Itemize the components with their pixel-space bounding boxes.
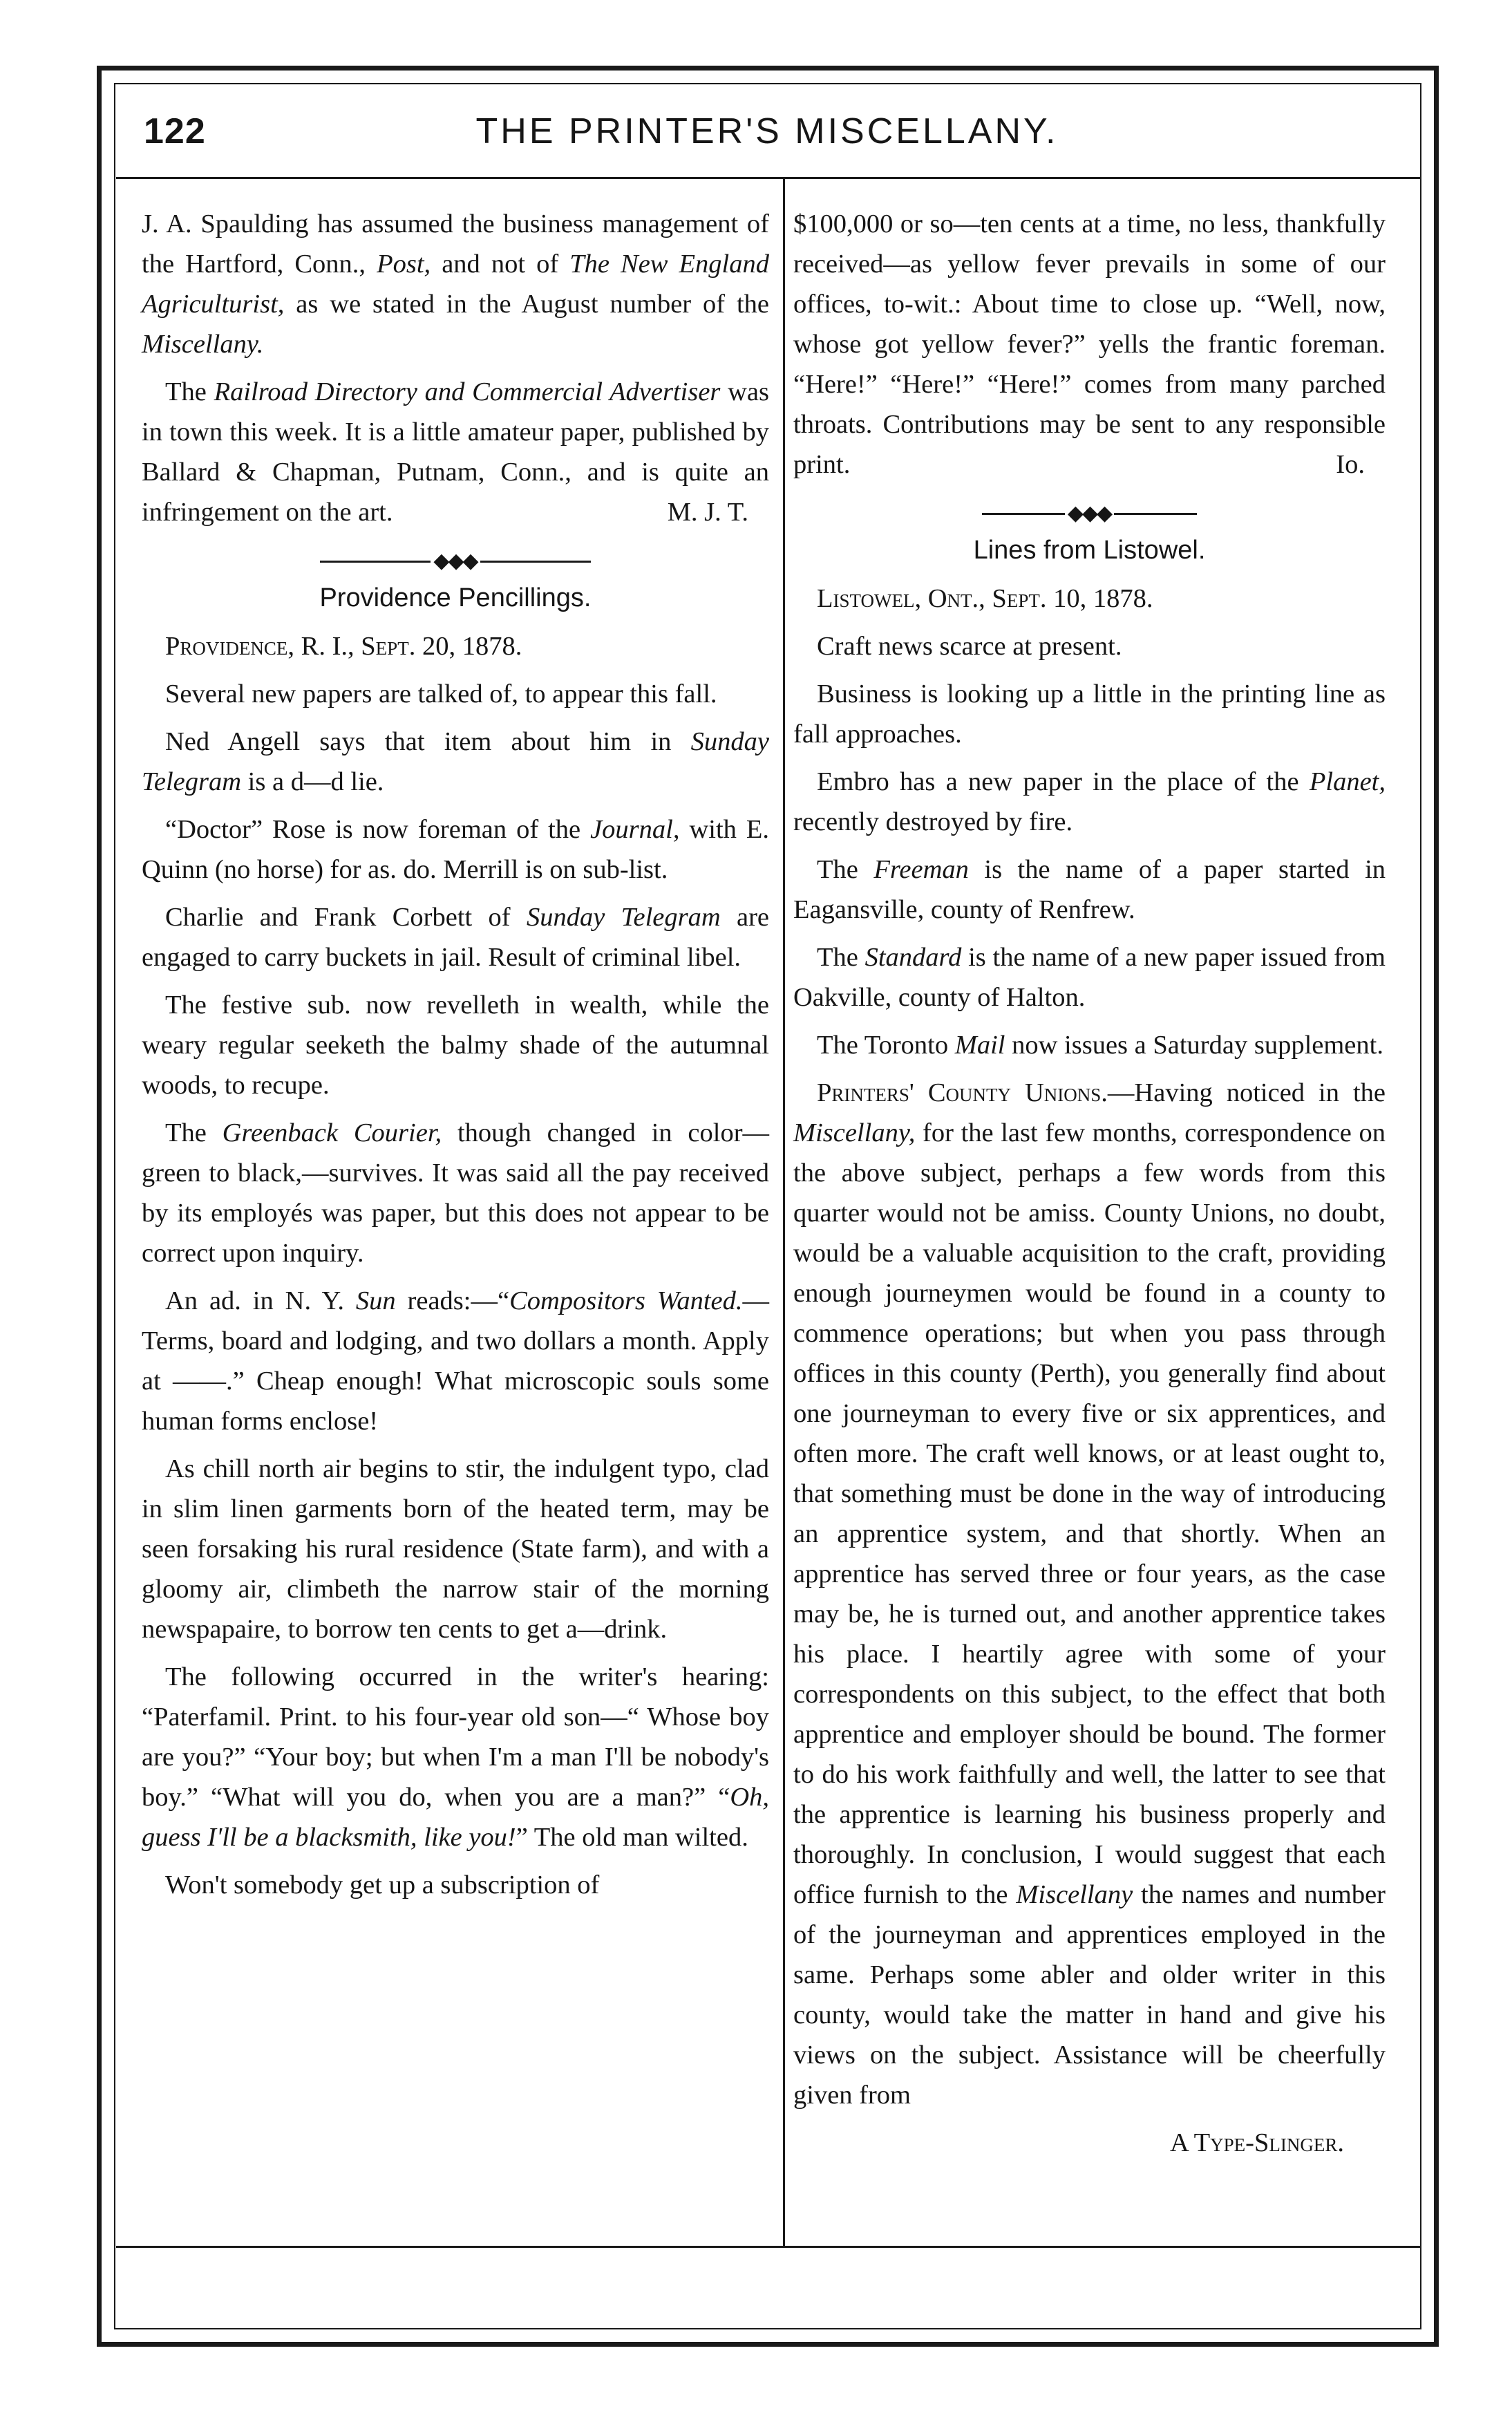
- paragraph: J. A. Spaulding has assumed the business management of the Hartford, Conn., Post, and not of The New England Agriculturist, as we stated in the August number of the Miscellany.: [142, 209, 769, 359]
- section-divider: ◆◆◆: [142, 546, 769, 575]
- journal-title: THE PRINTER'S MISCELLANY.: [475, 111, 1059, 151]
- paragraph: Craft news scarce at present.: [817, 632, 1122, 662]
- paragraph: The Standard is the name of a new paper issued from Oakville, county of Halton.: [793, 943, 1386, 1013]
- paragraph: Ned Angell says that item about him in Sunday Telegram is a d—d lie.: [142, 727, 769, 797]
- paragraph: Charlie and Frank Corbett of Sunday Telegram are engaged to carry buckets in jail. Result of criminal libel.: [142, 903, 770, 973]
- paragraph: Embro has a new paper in the place of the Planet, recently destroyed by fire.: [793, 767, 1386, 837]
- dateline: Providence, R. I., Sept. 20, 1878.: [165, 632, 522, 662]
- left-column: [142, 204, 769, 1913]
- page-number: 122: [144, 111, 206, 151]
- signature: M. J. T.: [667, 498, 748, 527]
- paragraph: Printers' County Unions.—Having noticed in the Miscellany, for the last few months, correspondence on the above subject, perhaps a few words from this quarter would not be amiss. County Unions, no doubt, would be a valuable acquisition to the craft, providing enough journeymen would be found in a county to commence operations; but when you pass through offices in this county (Perth), you generally find about one journeyman to every five or six apprentices, and often more. The craft well knows, or at least ought to, that something must be done in the way of introducing an apprentice system, and that shortly. When an apprentice has served three or four years, as the case may be, he is turned out, and another apprentice takes his place. I heartily agree with some of your correspondents on this subject, to the effect that both apprentice and employer should be bound. The former to do his work faithfully and well, the latter to see that the apprentice is learning his business properly and thoroughly. In conclusion, I would suggest that each office furnish to the Miscellany the names and number of the journeyman and apprentices employed in the same. Perhaps some abler and older writer in this county, would take the matter in hand and give his views on the subject. Assistance will be cheerfully given from: [793, 1078, 1386, 2110]
- paragraph: The following occurred in the writer's hearing: “Paterfamil. Print. to his four-year old son—“ Whose boy are you?” “Your boy; but when I'm a man I'll be nobody's boy.” “What will you do, when you are a man?” “Oh, guess I'll be a blacksmith, like you!” The old man wilted.: [142, 1662, 769, 1852]
- dateline: Listowel, Ont., Sept. 10, 1878.: [817, 584, 1153, 614]
- section-title: Lines from Listowel.: [973, 536, 1206, 565]
- paragraph: As chill north air begins to stir, the indulgent typo, clad in slim linen garments born of the heated term, may be seen forsaking his rural residence (State farm), and with a gloomy air, climbeth the narrow stair of the morning newspapaire, to borrow ten cents to get a—drink.: [142, 1454, 769, 1644]
- section-divider: ◆◆◆: [793, 498, 1386, 527]
- paragraph: The Greenback Courier, though changed in color—green to black,—survives. It was said all the pay received by its employés was paper, but this does not appear to be correct upon inquiry.: [142, 1118, 770, 1268]
- paragraph: Won't somebody get up a subscription of: [165, 1870, 600, 1900]
- signature: Io.: [1336, 450, 1365, 479]
- paragraph: Several new papers are talked of, to appear this fall.: [165, 679, 717, 709]
- header-rule: [116, 177, 1421, 179]
- running-head: [138, 111, 1396, 166]
- footer-rule: [116, 2246, 1421, 2248]
- right-column: [793, 204, 1386, 2163]
- section-title: Providence Pencillings.: [319, 583, 592, 613]
- paragraph: $100,000 or so—ten cents at a time, no less, thankfully received—as yellow fever prevails in some of our offices, to-wit.: About time to close up. “Well, now, whose got yellow fever?” yells the frantic foreman. “Here!” “Here!” “Here!” comes from many parched throats. Contributions may be sent to any responsible print. Io.: [793, 204, 1386, 485]
- paragraph: The Freeman is the name of a paper started in Eagansville, county of Renfrew.: [793, 855, 1386, 925]
- paragraph: Business is looking up a little in the printing line as fall approaches.: [793, 679, 1386, 749]
- signature: A Type-Slinger.: [1170, 2128, 1344, 2158]
- paragraph: The Railroad Directory and Commercial Advertiser was in town this week. It is a little amateur paper, published by Ballard & Chapman, Putnam, Conn., and is quite an infringement on the art. M. J. T.: [142, 372, 769, 532]
- paragraph: An ad. in N. Y. Sun reads:—“Compositors Wanted.—Terms, board and lodging, and two dollars a month. Apply at ——.” Cheap enough! What microscopic souls some human forms enclose!: [142, 1286, 769, 1436]
- paragraph: The Toronto Mail now issues a Saturday supplement.: [817, 1031, 1383, 1060]
- paragraph: The festive sub. now revelleth in wealth, while the weary regular seeketh the balmy shade of the autumnal woods, to recupe.: [142, 991, 769, 1100]
- paragraph: “Doctor” Rose is now foreman of the Journal, with E. Quinn (no horse) for as. do. Merrill is on sub-list.: [142, 815, 769, 885]
- column-divider: [783, 179, 785, 2246]
